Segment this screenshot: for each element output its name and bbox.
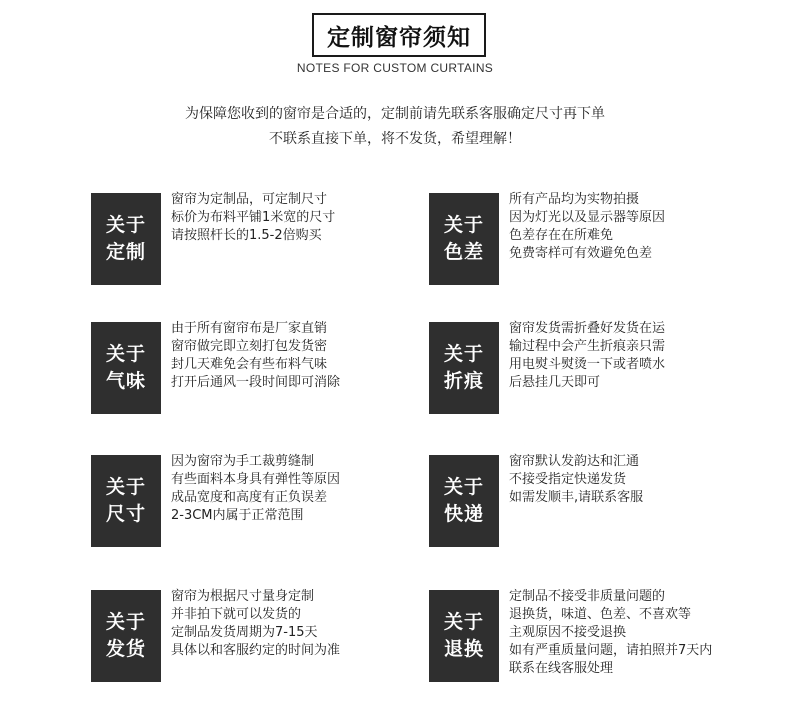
badge-label-bottom: 气味 xyxy=(105,370,146,392)
badge-label-top: 关于 xyxy=(105,611,146,633)
card-text xyxy=(171,453,340,525)
card-line: 用电熨斗熨烫一下或者喷水 xyxy=(509,357,666,372)
card-line: 窗帘为根据尺寸量身定制 xyxy=(171,589,315,604)
badge-label-top: 关于 xyxy=(105,343,146,365)
card-line: 封几天难免会有些布料气味 xyxy=(171,357,328,372)
card-line: 因为灯光以及显示器等原因 xyxy=(509,210,666,225)
card-line: 定制品发货周期为7-15天 xyxy=(171,625,318,640)
badge-label-bottom: 色差 xyxy=(443,241,484,263)
card-badge xyxy=(429,455,499,547)
card-line: 窗帘发货需折叠好发货在运 xyxy=(509,321,666,336)
card-line: 由于所有窗帘布是厂家直销 xyxy=(171,321,328,336)
badge-label-bottom: 定制 xyxy=(105,241,146,263)
badge-label-top: 关于 xyxy=(443,214,484,236)
card-line: 窗帘做完即立刻打包发货密 xyxy=(171,339,328,354)
card-line: 定制品不接受非质量问题的 xyxy=(509,589,666,604)
page-title: 定制窗帘须知 xyxy=(312,13,486,57)
badge-label-top: 关于 xyxy=(443,611,484,633)
card-line: 如有严重质量问题，请拍照并7天内 xyxy=(509,643,713,658)
card-line: 具体以和客服约定的时间为准 xyxy=(171,643,341,658)
card-badge xyxy=(91,590,161,682)
card-line: 因为窗帘为手工裁剪缝制 xyxy=(171,454,315,469)
card-line: 免费寄样可有效避免色差 xyxy=(509,246,653,261)
page-subtitle: NOTES FOR CUSTOM CURTAINS xyxy=(296,61,494,75)
card-line: 有些面料本身具有弹性等原因 xyxy=(171,472,341,487)
card-line: 输过程中会产生折痕亲只需 xyxy=(509,339,666,354)
card-text xyxy=(509,320,665,392)
card-badge xyxy=(429,322,499,414)
badge-label-top: 关于 xyxy=(443,343,484,365)
card-badge xyxy=(91,322,161,414)
card-badge xyxy=(91,455,161,547)
card-line: 窗帘为定制品，可定制尺寸 xyxy=(171,192,328,207)
card-line: 色差存在在所难免 xyxy=(509,228,614,243)
card-line: 主观原因不接受退换 xyxy=(509,625,627,640)
badge-label-top: 关于 xyxy=(105,214,146,236)
card-line: 成品宽度和高度有正负误差 xyxy=(171,490,328,505)
badge-label-bottom: 快递 xyxy=(443,503,484,525)
card-line: 打开后通风一段时间即可消除 xyxy=(171,375,341,390)
card-line: 并非拍下就可以发货的 xyxy=(171,607,302,622)
card-line: 如需发顺丰,请联系客服 xyxy=(509,490,644,505)
card-badge xyxy=(429,590,499,682)
card-line: 窗帘默认发韵达和汇通 xyxy=(509,454,640,469)
card-line: 所有产品均为实物拍摄 xyxy=(509,192,640,207)
intro-line-1: 为保障您收到的窗帘是合适的，定制前请先联系客服确定尺寸再下单 xyxy=(185,106,605,122)
badge-label-top: 关于 xyxy=(443,476,484,498)
card-line: 标价为布料平铺1米宽的尺寸 xyxy=(171,210,336,225)
card-text xyxy=(509,453,643,507)
card-badge xyxy=(91,193,161,285)
card-text xyxy=(509,191,665,263)
card-line: 2-3CM内属于正常范围 xyxy=(171,508,304,523)
intro-line-2: 不联系直接下单，将不发货，希望理解！ xyxy=(269,131,521,147)
card-badge xyxy=(429,193,499,285)
badge-label-bottom: 折痕 xyxy=(443,370,484,392)
card-text xyxy=(171,588,340,660)
card-text xyxy=(171,191,335,245)
card-line: 不接受指定快递发货 xyxy=(509,472,627,487)
card-text xyxy=(171,320,340,392)
card-line: 联系在线客服处理 xyxy=(509,661,614,676)
badge-label-bottom: 退换 xyxy=(443,638,484,660)
badge-label-bottom: 发货 xyxy=(105,638,146,660)
card-line: 退换货，味道、色差、不喜欢等 xyxy=(509,607,692,622)
card-line: 后悬挂几天即可 xyxy=(509,375,601,390)
badge-label-top: 关于 xyxy=(105,476,146,498)
badge-label-bottom: 尺寸 xyxy=(105,503,146,525)
card-line: 请按照杆长的1.5-2倍购买 xyxy=(171,228,322,243)
card-text xyxy=(509,588,712,678)
